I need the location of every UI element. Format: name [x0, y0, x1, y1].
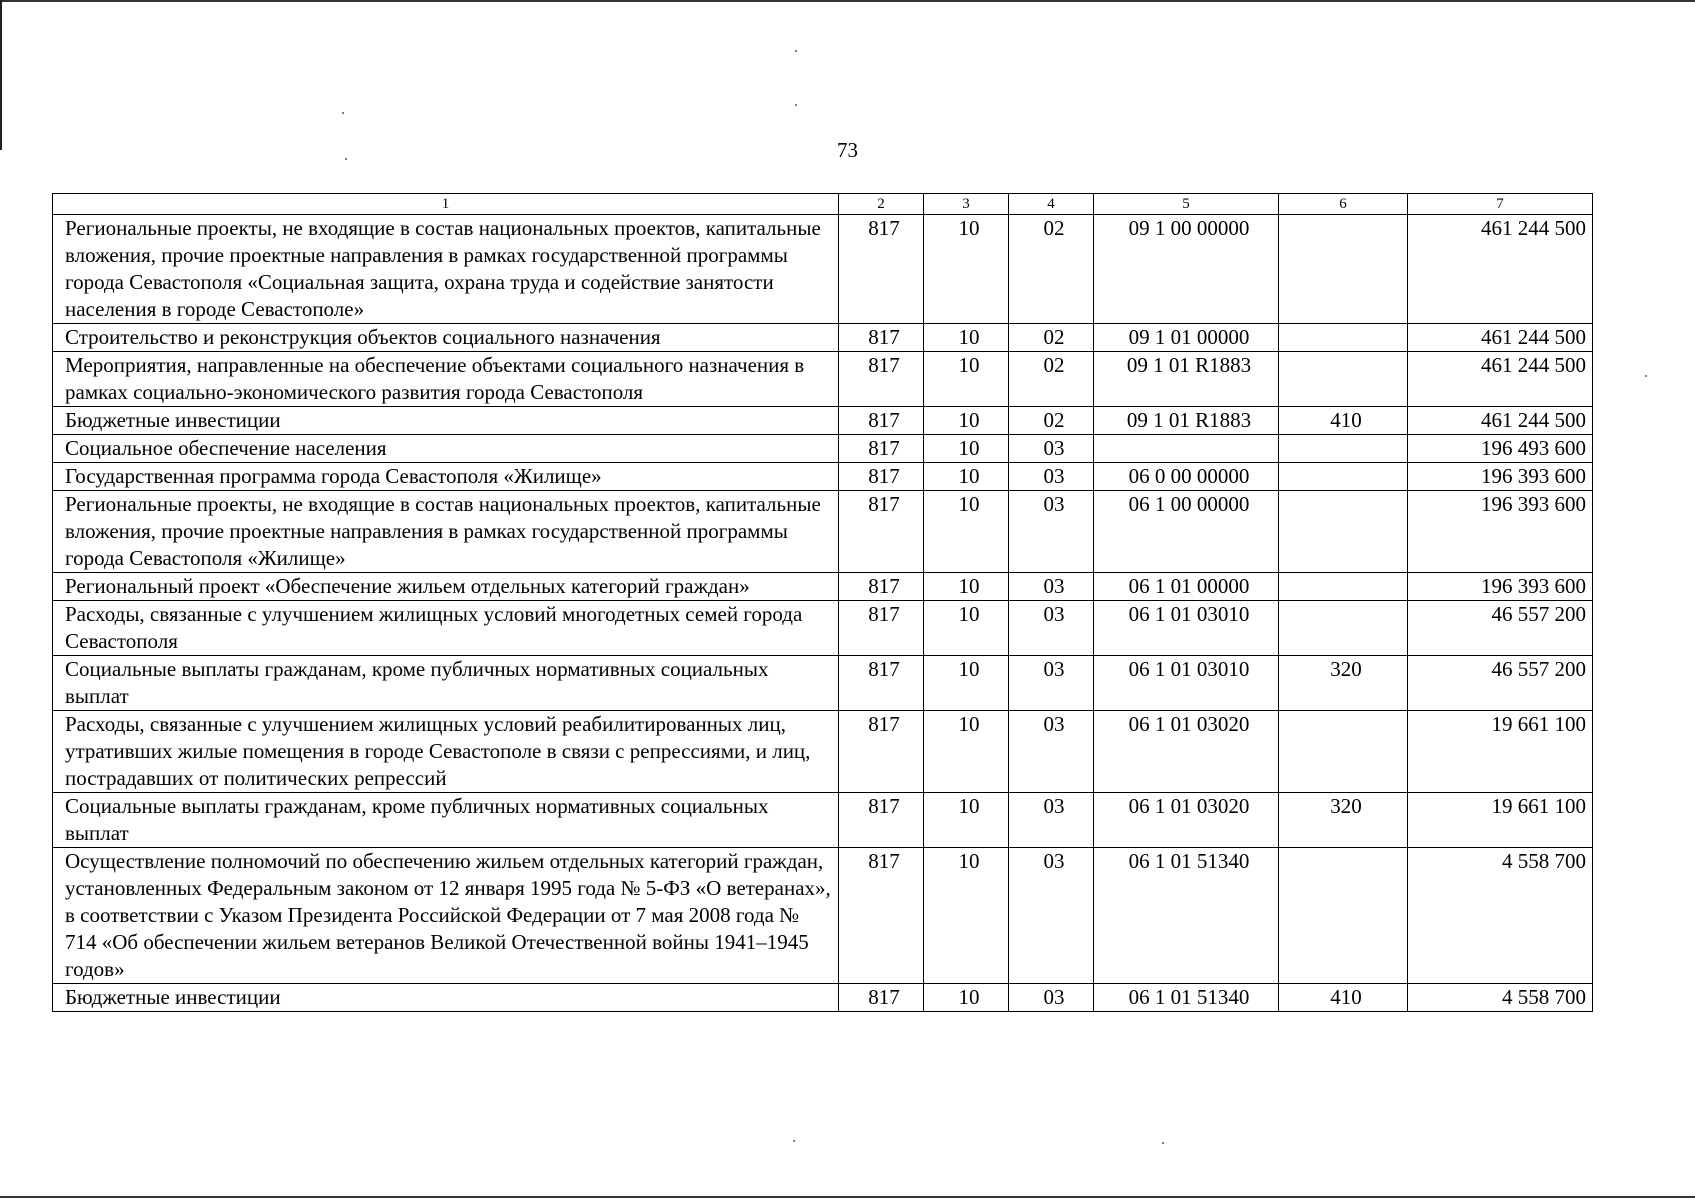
subsection-code: 03	[1009, 573, 1094, 601]
ministry-code: 817	[839, 352, 924, 407]
expense-type-code	[1279, 848, 1408, 984]
item-name: Региональные проекты, не входящие в состав национальных проектов, капитальные вложения, прочие проектные направления в рамках государственной программы города Севастополя «Жилище»	[53, 491, 839, 573]
target-article-code: 06 1 01 03020	[1094, 711, 1279, 793]
amount: 196 493 600	[1408, 435, 1593, 463]
target-article-code: 06 1 01 03010	[1094, 656, 1279, 711]
subsection-code: 02	[1009, 324, 1094, 352]
table-row	[53, 407, 1593, 435]
amount: 461 244 500	[1408, 407, 1593, 435]
scan-speck	[342, 112, 344, 114]
item-name: Осуществление полномочий по обеспечению жильем отдельных категорий граждан, установленных Федеральным законом от 12 января 1995 года № 5-ФЗ «О ветеранах», в соответствии с Указом Президента Российской Федерации от 7 мая 2008 года № 714 «Об обеспечении жильем ветеранов Великой Отечественной войны 1941–1945 годов»	[53, 848, 839, 984]
amount: 461 244 500	[1408, 352, 1593, 407]
section-code: 10	[924, 352, 1009, 407]
item-name: Региональные проекты, не входящие в состав национальных проектов, капитальные вложения, прочие проектные направления в рамках государственной программы города Севастополя «Социальная защита, охрана труда и содействие занятости населения в городе Севастополе»	[53, 215, 839, 324]
column-header: 1	[53, 194, 839, 215]
section-code: 10	[924, 984, 1009, 1012]
target-article-code: 09 1 01 R1883	[1094, 352, 1279, 407]
amount: 46 557 200	[1408, 656, 1593, 711]
amount: 19 661 100	[1408, 711, 1593, 793]
table-row	[53, 711, 1593, 793]
column-header: 3	[924, 194, 1009, 215]
scan-edge-bottom	[0, 1196, 1695, 1198]
expense-type-code	[1279, 601, 1408, 656]
subsection-code: 03	[1009, 463, 1094, 491]
section-code: 10	[924, 573, 1009, 601]
section-code: 10	[924, 435, 1009, 463]
expense-type-code	[1279, 573, 1408, 601]
amount: 196 393 600	[1408, 463, 1593, 491]
table-row	[53, 656, 1593, 711]
subsection-code: 03	[1009, 656, 1094, 711]
table-row	[53, 463, 1593, 491]
expense-type-code	[1279, 491, 1408, 573]
ministry-code: 817	[839, 324, 924, 352]
item-name: Мероприятия, направленные на обеспечение объектами социального назначения в рамках социально-экономического развития города Севастополя	[53, 352, 839, 407]
item-name: Расходы, связанные с улучшением жилищных условий реабилитированных лиц, утративших жилые помещения в городе Севастополе в связи с репрессиями, и лиц, пострадавших от политических репрессий	[53, 711, 839, 793]
target-article-code: 06 1 01 00000	[1094, 573, 1279, 601]
target-article-code: 06 1 01 03020	[1094, 793, 1279, 848]
column-header: 7	[1408, 194, 1593, 215]
section-code: 10	[924, 491, 1009, 573]
ministry-code: 817	[839, 848, 924, 984]
subsection-code: 03	[1009, 848, 1094, 984]
table-row	[53, 793, 1593, 848]
subsection-code: 03	[1009, 793, 1094, 848]
ministry-code: 817	[839, 984, 924, 1012]
table-row	[53, 601, 1593, 656]
scan-edge-left	[0, 0, 2, 150]
target-article-code: 06 0 00 00000	[1094, 463, 1279, 491]
amount: 196 393 600	[1408, 491, 1593, 573]
scan-speck	[1162, 1142, 1164, 1144]
section-code: 10	[924, 601, 1009, 656]
subsection-code: 03	[1009, 711, 1094, 793]
subsection-code: 02	[1009, 407, 1094, 435]
expense-type-code	[1279, 711, 1408, 793]
item-name: Социальные выплаты гражданам, кроме публичных нормативных социальных выплат	[53, 656, 839, 711]
expense-type-code: 410	[1279, 984, 1408, 1012]
item-name: Расходы, связанные с улучшением жилищных условий многодетных семей города Севастополя	[53, 601, 839, 656]
ministry-code: 817	[839, 435, 924, 463]
scan-speck	[795, 50, 797, 52]
amount: 461 244 500	[1408, 215, 1593, 324]
subsection-code: 02	[1009, 215, 1094, 324]
expense-type-code: 320	[1279, 793, 1408, 848]
table-row	[53, 848, 1593, 984]
ministry-code: 817	[839, 793, 924, 848]
section-code: 10	[924, 656, 1009, 711]
scan-edge-top	[0, 0, 1695, 2]
target-article-code: 09 1 00 00000	[1094, 215, 1279, 324]
target-article-code: 06 1 01 51340	[1094, 984, 1279, 1012]
amount: 19 661 100	[1408, 793, 1593, 848]
header-row	[53, 194, 1593, 215]
table-row	[53, 215, 1593, 324]
column-header: 5	[1094, 194, 1279, 215]
ministry-code: 817	[839, 407, 924, 435]
target-article-code: 06 1 01 51340	[1094, 848, 1279, 984]
target-article-code: 06 1 01 03010	[1094, 601, 1279, 656]
amount: 4 558 700	[1408, 984, 1593, 1012]
page-number: 73	[837, 138, 858, 162]
ministry-code: 817	[839, 711, 924, 793]
subsection-code: 02	[1009, 352, 1094, 407]
expense-type-code	[1279, 435, 1408, 463]
target-article-code	[1094, 435, 1279, 463]
ministry-code: 817	[839, 601, 924, 656]
ministry-code: 817	[839, 573, 924, 601]
expense-type-code: 320	[1279, 656, 1408, 711]
target-article-code: 09 1 01 00000	[1094, 324, 1279, 352]
table-row	[53, 984, 1593, 1012]
subsection-code: 03	[1009, 435, 1094, 463]
item-name: Бюджетные инвестиции	[53, 407, 839, 435]
amount: 196 393 600	[1408, 573, 1593, 601]
ministry-code: 817	[839, 491, 924, 573]
section-code: 10	[924, 711, 1009, 793]
target-article-code: 09 1 01 R1883	[1094, 407, 1279, 435]
section-code: 10	[924, 793, 1009, 848]
ministry-code: 817	[839, 463, 924, 491]
scan-speck	[1645, 375, 1647, 377]
amount: 4 558 700	[1408, 848, 1593, 984]
subsection-code: 03	[1009, 984, 1094, 1012]
table-row	[53, 435, 1593, 463]
scan-speck	[793, 1140, 795, 1142]
table-row	[53, 352, 1593, 407]
section-code: 10	[924, 848, 1009, 984]
ministry-code: 817	[839, 656, 924, 711]
column-header: 4	[1009, 194, 1094, 215]
amount: 461 244 500	[1408, 324, 1593, 352]
expense-type-code	[1279, 215, 1408, 324]
scan-speck	[795, 104, 797, 106]
expense-type-code	[1279, 352, 1408, 407]
expense-type-code	[1279, 324, 1408, 352]
expense-type-code	[1279, 463, 1408, 491]
item-name: Государственная программа города Севастополя «Жилище»	[53, 463, 839, 491]
target-article-code: 06 1 00 00000	[1094, 491, 1279, 573]
column-header: 6	[1279, 194, 1408, 215]
item-name: Социальные выплаты гражданам, кроме публичных нормативных социальных выплат	[53, 793, 839, 848]
section-code: 10	[924, 215, 1009, 324]
item-name: Социальное обеспечение населения	[53, 435, 839, 463]
table-row	[53, 491, 1593, 573]
section-code: 10	[924, 407, 1009, 435]
expense-type-code: 410	[1279, 407, 1408, 435]
budget-table	[52, 193, 1593, 1012]
table-row	[53, 573, 1593, 601]
subsection-code: 03	[1009, 601, 1094, 656]
item-name: Бюджетные инвестиции	[53, 984, 839, 1012]
ministry-code: 817	[839, 215, 924, 324]
section-code: 10	[924, 324, 1009, 352]
item-name: Строительство и реконструкция объектов социального назначения	[53, 324, 839, 352]
column-header: 2	[839, 194, 924, 215]
amount: 46 557 200	[1408, 601, 1593, 656]
item-name: Региональный проект «Обеспечение жильем отдельных категорий граждан»	[53, 573, 839, 601]
subsection-code: 03	[1009, 491, 1094, 573]
section-code: 10	[924, 463, 1009, 491]
table-row	[53, 324, 1593, 352]
